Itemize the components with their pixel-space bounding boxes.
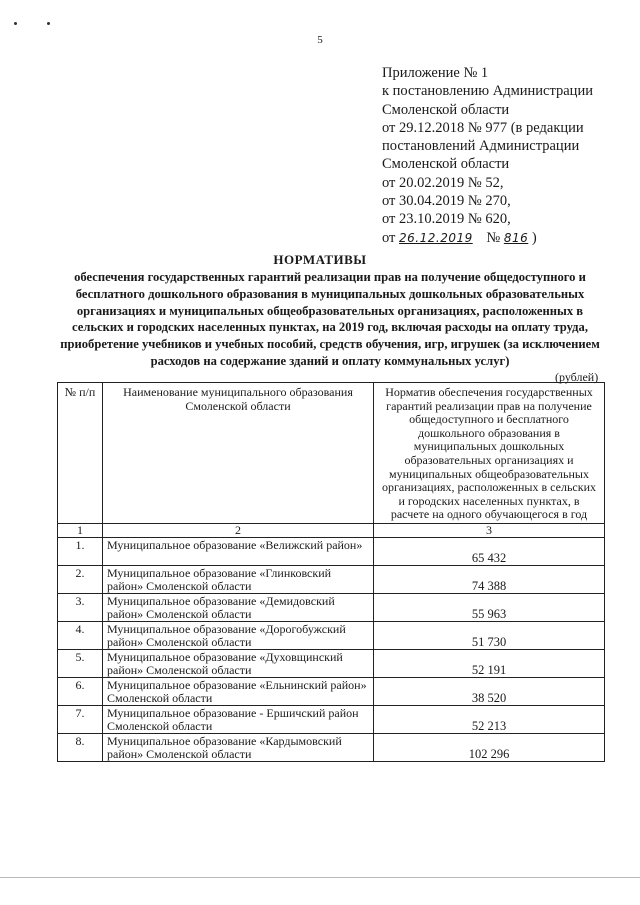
scan-edge-line (0, 877, 640, 878)
row-value: 102 296 (374, 733, 605, 761)
row-value: 51 730 (374, 621, 605, 649)
row-value: 38 520 (374, 677, 605, 705)
document-subtitle: обеспечения государственных гарантий реализации прав на получение общедоступного и бесплатного дошкольного образования в муниципальных дошкольных образовательных организациях и муниципальных общеобразовательных организациях, расположенных в сельских и городских населенных пунктах, на 2019 год, включая расходы на оплату труда, приобретение учебников и учебных пособий, средств обучения, игр, игрушек (за исключением расходов на содержание зданий и оплату коммунальных услуг) (60, 270, 600, 368)
row-value: 52 191 (374, 649, 605, 677)
row-number: 1. (58, 537, 103, 565)
appendix-number-label: № (486, 229, 501, 246)
norms-table-container (57, 382, 604, 762)
row-municipality: Муниципальное образование «Велижский район» (103, 537, 374, 565)
table-row (58, 705, 605, 733)
appendix-line: Смоленской области (382, 156, 510, 173)
row-municipality: Муниципальное образование «Глинковский район» Смоленской области (103, 565, 374, 593)
column-number: 3 (374, 523, 605, 537)
row-number: 2. (58, 565, 103, 593)
unit-label: (рублей) (555, 370, 599, 384)
appendix-line: постановлений Администрации (382, 138, 580, 155)
appendix-line: от 29.12.2018 № 977 (в редакции (382, 119, 584, 136)
column-number: 2 (103, 523, 374, 537)
row-municipality: Муниципальное образование «Демидовский район» Смоленской области (103, 593, 374, 621)
appendix-close-paren: ) (531, 229, 537, 246)
row-municipality: Муниципальное образование «Дорогобужский район» Смоленской области (103, 621, 374, 649)
row-municipality: Муниципальное образование - Ершичский район Смоленской области (103, 705, 374, 733)
appendix-line: Приложение № 1 (382, 65, 489, 81)
handwritten-number: 816 (503, 230, 529, 245)
row-value: 52 213 (374, 705, 605, 733)
appendix-last-line (382, 229, 632, 247)
header-norm: Норматив обеспечения государственных гарантий реализации прав на получение общедоступного и бесплатного дошкольного образования в муниципальных дошкольных образовательных организациях и муниципальных общеобразовательных организациях, расположенных в сельских и городских населенных пунктах, в расчете на одного обучающегося в год (374, 383, 605, 524)
row-municipality: Муниципальное образование «Ельнинский район» Смоленской области (103, 677, 374, 705)
table-row (58, 733, 605, 761)
appendix-line: от 20.02.2019 № 52, (382, 174, 504, 191)
scan-dot (14, 22, 17, 25)
row-value: 55 963 (374, 593, 605, 621)
row-municipality: Муниципальное образование «Духовщинский район» Смоленской области (103, 649, 374, 677)
appendix-block (382, 64, 632, 247)
header-name: Наименование муниципального образования Смоленской области (103, 383, 374, 524)
appendix-line: Смоленской области (382, 101, 510, 118)
row-number: 7. (58, 705, 103, 733)
document-title: НОРМАТИВЫ (273, 252, 367, 267)
row-number: 5. (58, 649, 103, 677)
appendix-line: от 23.10.2019 № 620, (382, 211, 511, 228)
row-value: 74 388 (374, 565, 605, 593)
handwritten-date: 26.12.2019 (399, 230, 473, 245)
column-number: 1 (58, 523, 103, 537)
appendix-last-prefix: от (382, 229, 396, 246)
page-number: 5 (317, 34, 323, 46)
table-row (58, 621, 605, 649)
row-number: 8. (58, 733, 103, 761)
row-number: 6. (58, 677, 103, 705)
appendix-line: от 30.04.2019 № 270, (382, 193, 511, 210)
table-row (58, 593, 605, 621)
table-header-row (58, 383, 605, 524)
scan-dot (47, 22, 50, 25)
table-row (58, 565, 605, 593)
header-number: № п/п (58, 383, 103, 524)
appendix-line: к постановлению Администрации (382, 83, 593, 100)
table-row (58, 649, 605, 677)
column-number-row (58, 523, 605, 537)
table-row (58, 677, 605, 705)
norms-table (57, 382, 605, 762)
row-value: 65 432 (374, 537, 605, 565)
table-row (58, 537, 605, 565)
row-number: 3. (58, 593, 103, 621)
row-municipality: Муниципальное образование «Кардымовский район» Смоленской области (103, 733, 374, 761)
row-number: 4. (58, 621, 103, 649)
